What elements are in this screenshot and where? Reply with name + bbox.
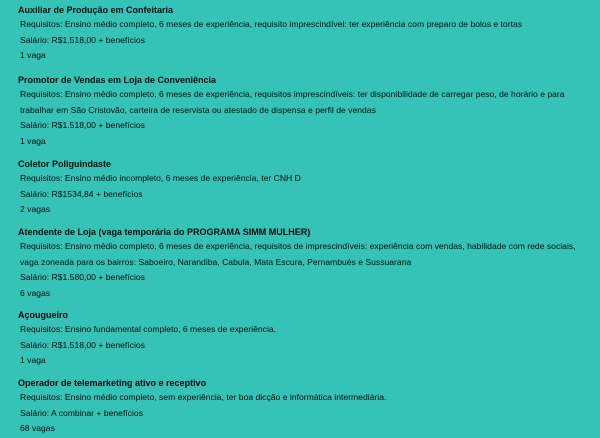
job-vacancies: 1 vaga [20,135,46,146]
job-salary: Salário: R$1.518,00 + benefícios [20,34,145,45]
job-requirements: Requisitos: Ensino fundamental completo, 6 meses de experiência. [20,324,277,334]
job-vacancies: 1 vaga [20,50,46,61]
job-title: Promotor de Vendas em Loja de Conveniência [18,75,217,85]
job-salary: Salário: A combinar + benefícios [20,407,144,418]
job-listing [18,74,586,149]
job-title: Auxiliar de Produção em Confeitaria [18,5,174,15]
job-listing [18,158,586,218]
job-title: Operador de telemarketing ativo e receptivo [18,378,207,388]
job-title: Atendente de Loja (vaga temporária do PROGRAMA SIMM MULHER) [18,227,311,237]
job-title: Coletor Poliguindaste [18,159,112,169]
job-requirements: Requisitos: Ensino médio completo, 6 meses de experiência, requisitos imprescindíveis: ter disponibilidade de carregar peso, de horário e para trabalhar em São Cristovão, carteira de reservista ou atestado de dispensa e perfil de vendas [20,89,565,115]
job-salary: Salário: R$1.518,00 + benefícios [20,120,145,131]
job-vacancies: 2 vagas [20,204,51,215]
job-salary: Salário: R$1.580,00 + benefícios [20,272,145,283]
job-vacancies: 6 vagas [20,287,51,298]
job-salary: Salário: R$1.518,00 + benefícios [20,339,145,350]
job-requirements: Requisitos: Ensino médio completo, 6 meses de experiência, requisito imprescindível: ter experiência com preparo de bolos e tortas [20,19,523,29]
job-listing [18,226,586,301]
job-vacancies: 68 vagas [20,423,55,434]
job-listing [18,377,586,437]
job-title: Açougueiro [18,310,69,320]
job-listing [18,309,586,369]
job-salary: Salário: R$1534,84 + benefícios [20,188,143,199]
job-requirements: Requisitos: Ensino médio completo, 6 meses de experiência, requisitos de imprescindíveis: experiência com vendas, habilidade com rede sociais, vaga zoneada para os bairros: Saboeiro, Narandiba, Cabula, Mata Escura, Pernambués e Sussuarana [20,241,576,267]
job-requirements: Requisitos: Ensino médio incompleto, 6 meses de experiência, ter CNH D [20,173,301,183]
job-listing [18,4,586,64]
job-vacancies: 1 vaga [20,355,46,366]
job-requirements: Requisitos: Ensino médio completo, sem experiência, ter boa dicção e informática intermediária. [20,392,387,402]
